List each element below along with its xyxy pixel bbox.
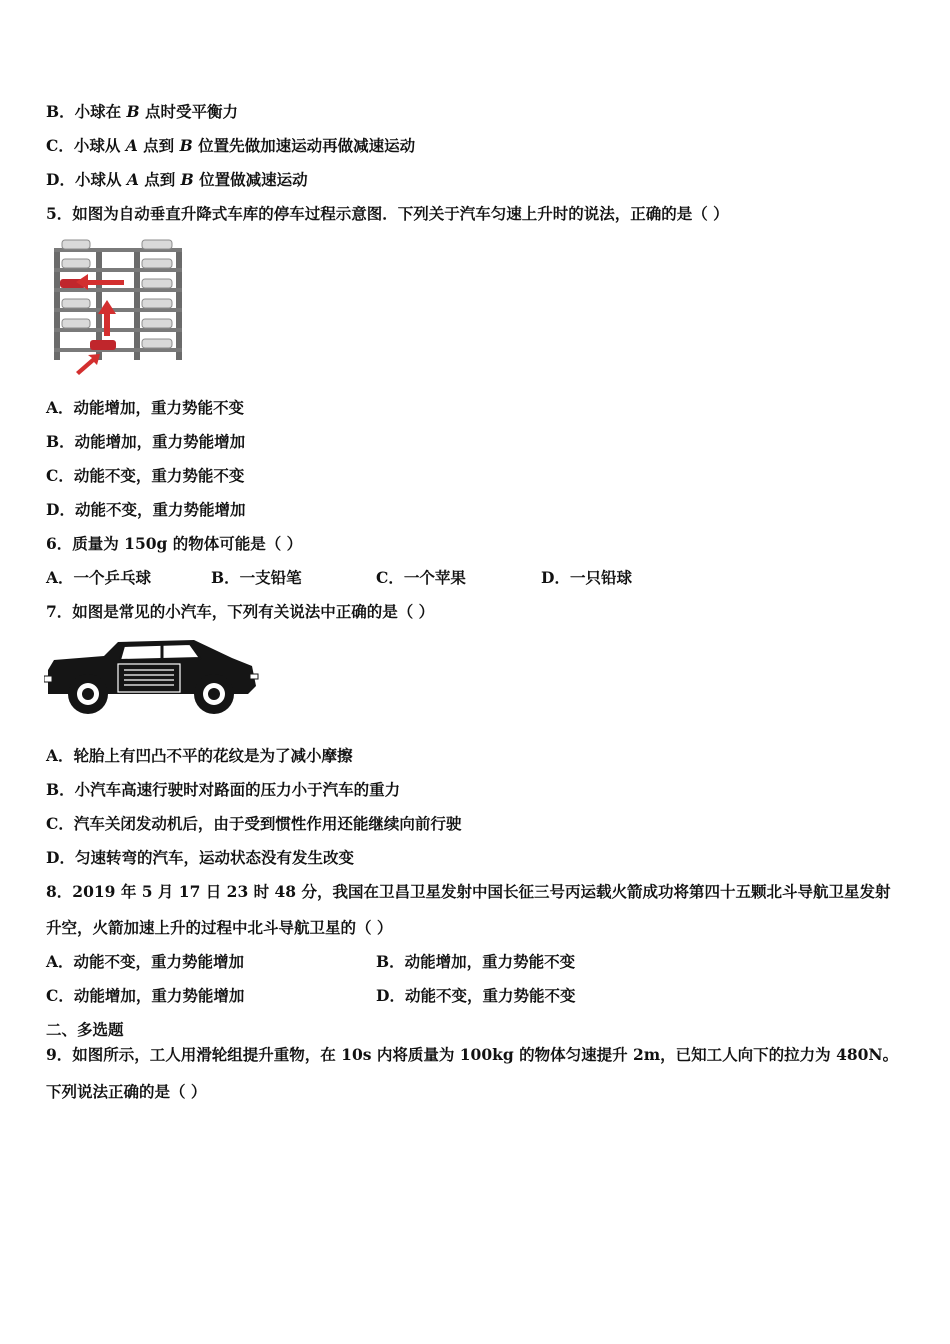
q6-option-d: D．一只铅球 [541,568,632,587]
q8-stem-line1: 8．2019 年 5 月 17 日 23 时 48 分，我国在卫昌卫星发射中国长征三号丙运载火箭成功将第四十五颗北斗导航卫星发射 [46,882,891,901]
q7-option-a: A．轮胎上有凹凸不平的花纹是为了减小摩擦 [46,746,353,765]
q7-option-c: C．汽车关闭发动机后，由于受到惯性作用还能继续向前行驶 [46,814,462,833]
car-figure [44,632,260,722]
q4-option-c: C．小球从 A 点到 B 位置先做加速运动再做减速运动 [46,136,416,155]
q5-option-b: B．动能增加，重力势能增加 [46,432,246,451]
q9-stem-line1: 9．如图所示，工人用滑轮组提升重物，在 10s 内将质量为 100kg 的物体匀速提升 2m，已知工人向下的拉力为 480N。 [46,1045,899,1064]
q6-stem: 6．质量为 150g 的物体可能是（ ） [46,534,303,553]
parking-garage-figure [46,234,188,376]
q8-option-b: B．动能增加，重力势能不变 [376,952,576,971]
q7-stem: 7．如图是常见的小汽车，下列有关说法中正确的是（ ） [46,602,435,621]
q6-option-b: B．一支铅笔 [211,568,302,587]
q8-option-a: A．动能不变，重力势能增加 [46,952,245,971]
q7-option-d: D．匀速转弯的汽车，运动状态没有发生改变 [46,848,354,867]
q5-option-d: D．动能不变，重力势能增加 [46,500,246,519]
q9-stem-line2: 下列说法正确的是（ ） [46,1082,207,1101]
q8-option-c: C．动能增加，重力势能增加 [46,986,245,1005]
q7-option-b: B．小汽车高速行驶时对路面的压力小于汽车的重力 [46,780,401,799]
q6-option-c: C．一个苹果 [376,568,466,587]
q5-option-c: C．动能不变，重力势能不变 [46,466,245,485]
q4-option-b: B．小球在 B 点时受平衡力 [46,102,239,121]
q8-stem-line2: 升空，火箭加速上升的过程中北斗导航卫星的（ ） [46,918,393,937]
section-title: 二、多选题 [46,1020,124,1039]
q4-option-d: D．小球从 A 点到 B 位置做减速运动 [46,170,308,189]
q5-option-a: A．动能增加，重力势能不变 [46,398,245,417]
q8-option-d: D．动能不变，重力势能不变 [376,986,576,1005]
q5-stem: 5．如图为自动垂直升降式车库的停车过程示意图．下列关于汽车匀速上升时的说法，正确的是（ ） [46,204,729,223]
q6-option-a: A．一个乒乓球 [46,568,152,587]
